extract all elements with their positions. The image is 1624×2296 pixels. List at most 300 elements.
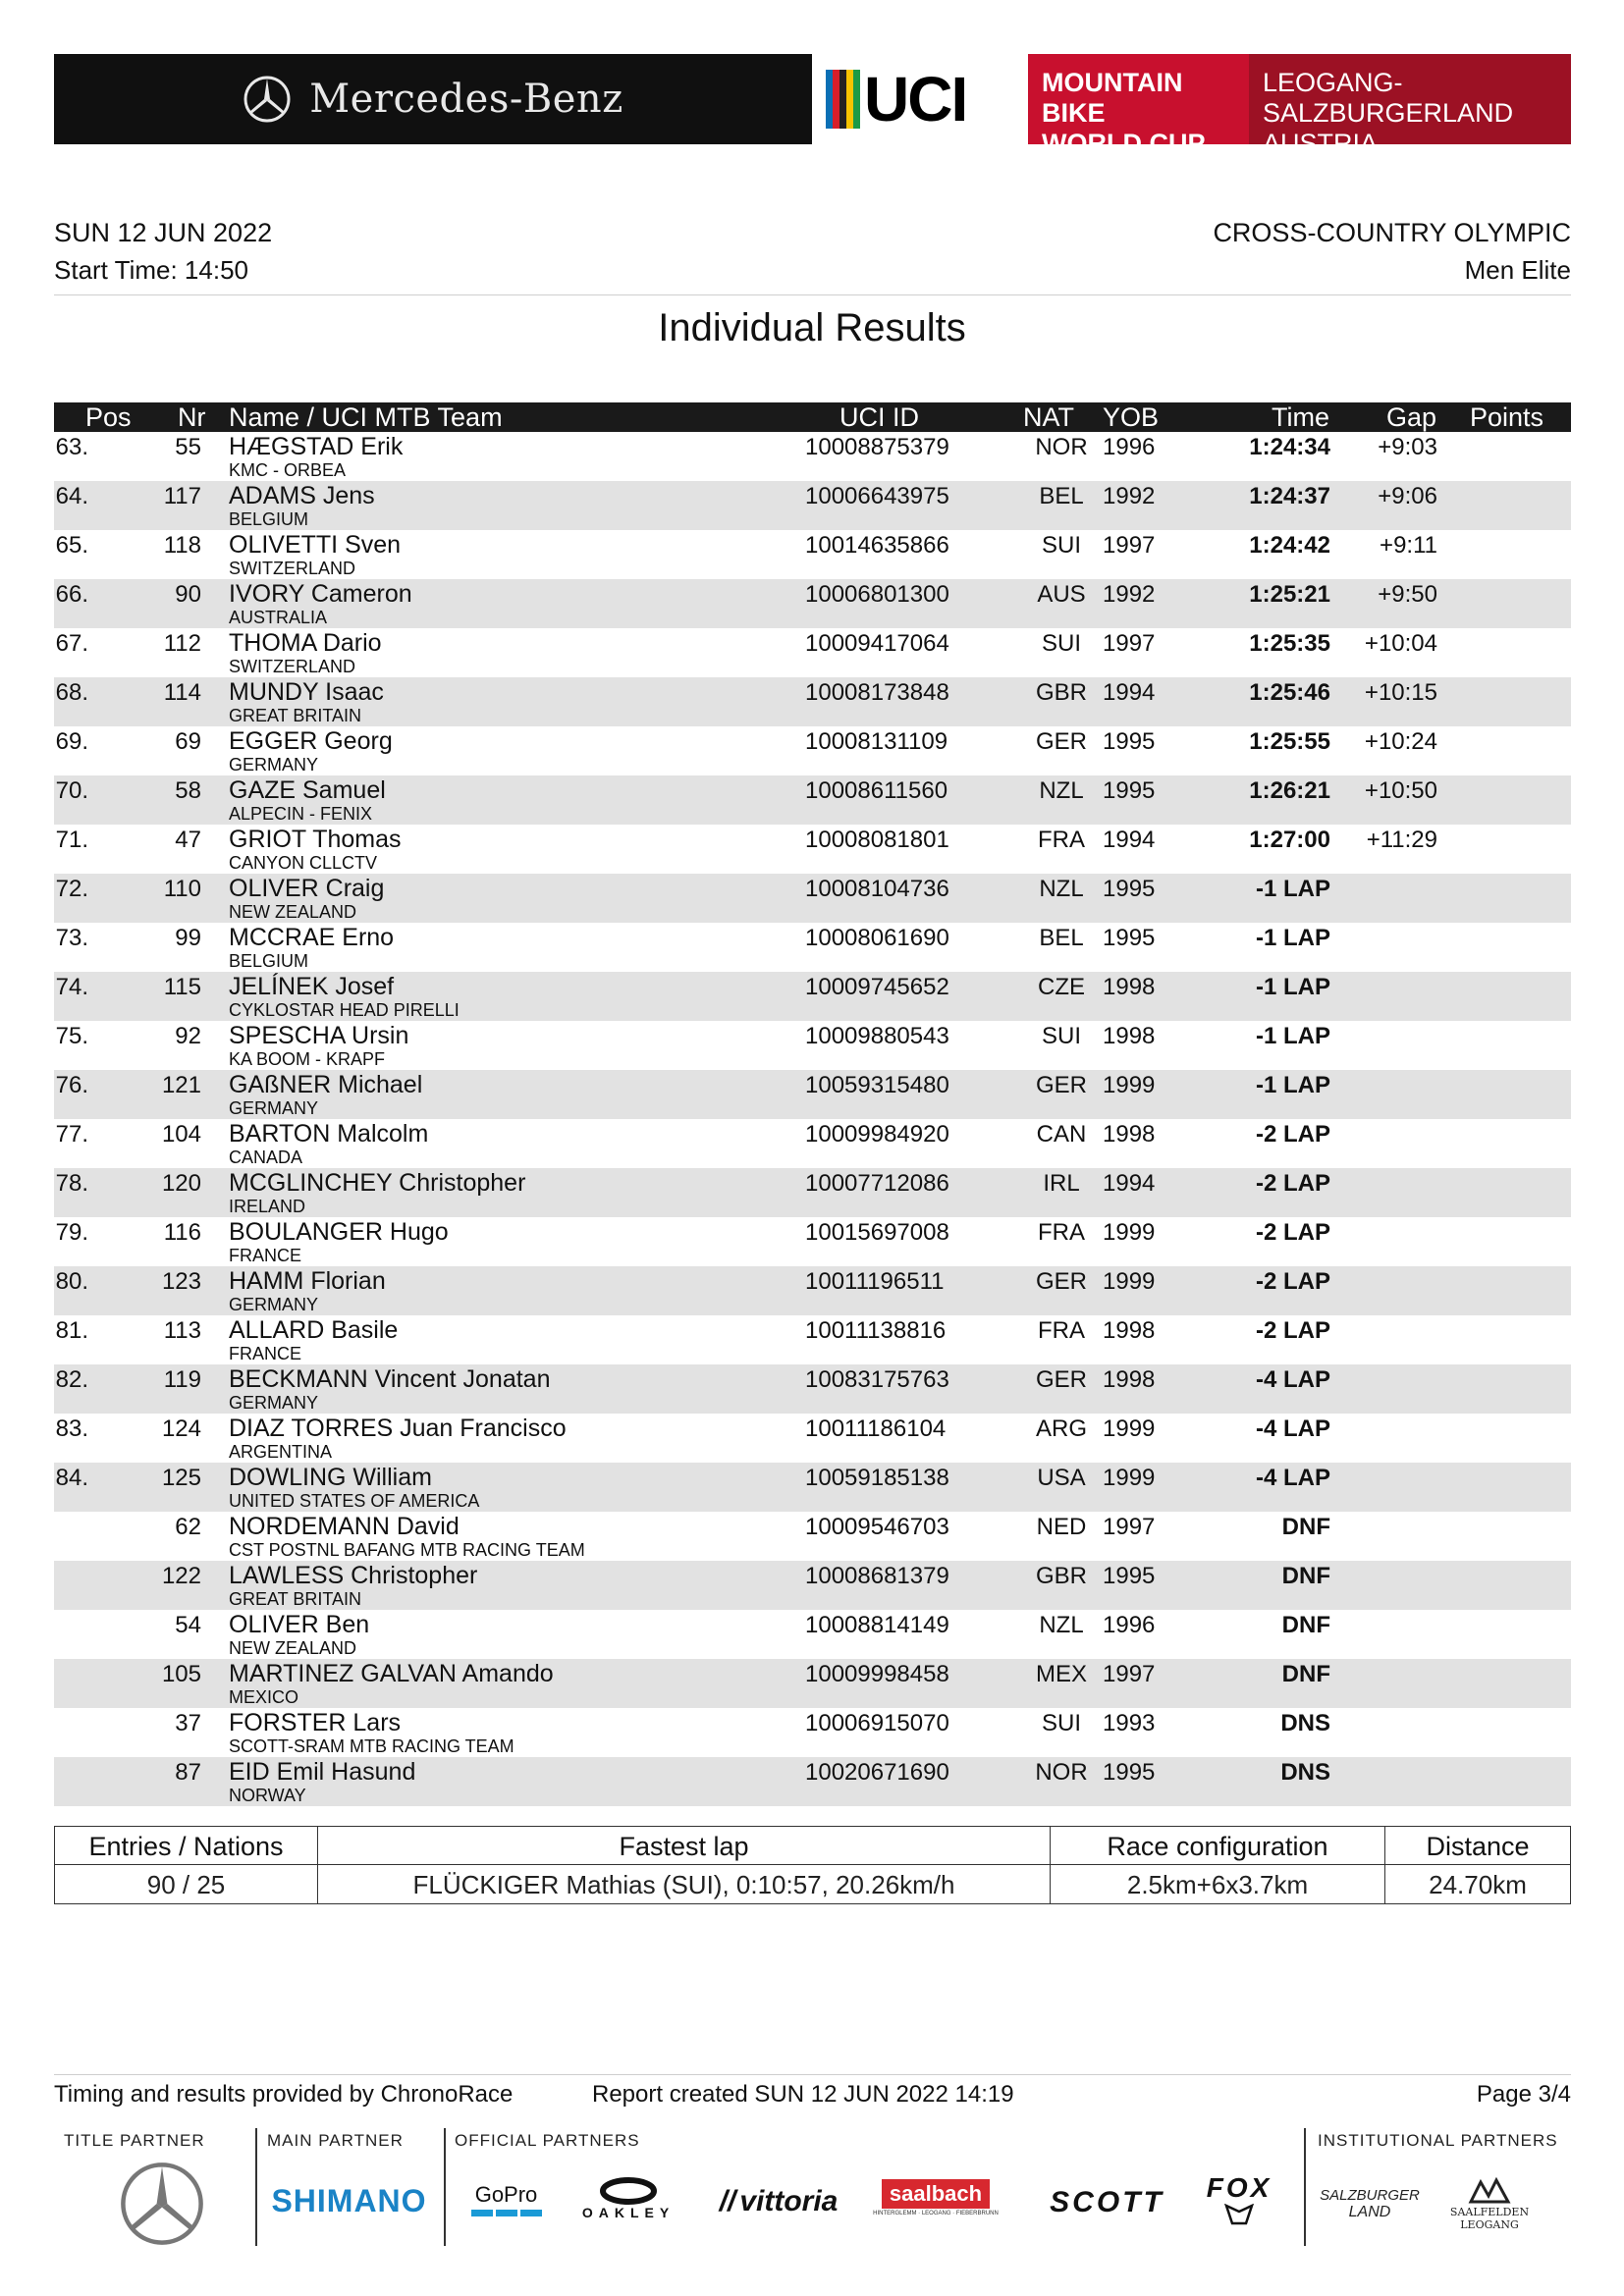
page-title: Individual Results <box>658 306 966 349</box>
col-yob: YOB <box>1103 402 1160 432</box>
col-nr: Nr <box>178 402 206 432</box>
uci-logo <box>812 54 1028 144</box>
rider-name: IVORY Cameron <box>229 580 412 608</box>
nationality: CZE <box>1038 974 1085 1000</box>
rider-name: MARTINEZ GALVAN Amando <box>229 1660 554 1687</box>
position: 74. <box>55 974 88 1000</box>
table-row <box>54 1266 1571 1315</box>
bib-number: 90 <box>175 581 201 608</box>
fox-logo <box>1200 2164 1278 2233</box>
position: 83. <box>55 1415 88 1442</box>
table-row <box>54 1757 1571 1806</box>
finish-time: -4 LAP <box>1255 1465 1330 1491</box>
rider-name: LAWLESS Christopher <box>229 1562 478 1589</box>
nationality: BEL <box>1039 483 1084 509</box>
gopro-logo <box>460 2174 553 2223</box>
uci-id: 10015697008 <box>805 1219 949 1246</box>
finish-time: 1:25:55 <box>1249 728 1330 755</box>
bib-number: 58 <box>175 777 201 804</box>
rider-team: GERMANY <box>229 1098 319 1118</box>
table-row <box>54 432 1571 481</box>
rider-team: SWITZERLAND <box>229 559 356 578</box>
position: 71. <box>55 827 88 853</box>
position: 76. <box>55 1072 88 1098</box>
table-row <box>54 1463 1571 1512</box>
table-row <box>54 1708 1571 1757</box>
uci-id: 10014635866 <box>805 532 949 559</box>
nationality: FRA <box>1038 1219 1085 1246</box>
partner-divider <box>255 2128 257 2246</box>
finish-time: -1 LAP <box>1255 1023 1330 1049</box>
year-of-birth: 1992 <box>1103 581 1156 608</box>
start-time: Start Time: 14:50 <box>54 255 248 285</box>
footer-divider <box>54 2074 1571 2075</box>
time-gap: +9:50 <box>1378 581 1437 608</box>
nationality: GBR <box>1035 679 1087 706</box>
year-of-birth: 1995 <box>1103 1759 1156 1786</box>
rider-name: BOULANGER Hugo <box>229 1218 449 1246</box>
uci-id: 10011186104 <box>805 1415 947 1442</box>
year-of-birth: 1992 <box>1103 483 1156 509</box>
salzburgerland-line2: LAND <box>1348 2203 1391 2220</box>
bib-number: 54 <box>175 1612 201 1638</box>
nationality: USA <box>1037 1465 1086 1491</box>
finish-time: -1 LAP <box>1255 925 1330 951</box>
uci-id: 10008611560 <box>805 777 948 804</box>
year-of-birth: 1996 <box>1103 1612 1156 1638</box>
rider-name: JELÍNEK Josef <box>229 973 395 1000</box>
table-row <box>54 1315 1571 1364</box>
event-name: CROSS-COUNTRY OLYMPIC <box>1213 218 1571 247</box>
time-gap: +10:04 <box>1364 630 1437 657</box>
fastest-lap-label: Fastest lap <box>619 1832 749 1861</box>
year-of-birth: 1999 <box>1103 1268 1156 1295</box>
finish-time: DNF <box>1281 1661 1330 1687</box>
position: 79. <box>55 1219 88 1246</box>
venue-line1: LEOGANG-SALZBURGERLAND <box>1263 68 1514 128</box>
bib-number: 104 <box>161 1121 201 1148</box>
position: 69. <box>55 728 88 755</box>
col-name: Name / UCI MTB Team <box>229 402 503 432</box>
vittoria-text: vittoria <box>739 2184 839 2217</box>
nationality: AUS <box>1037 581 1086 608</box>
uci-id: 10006643975 <box>805 483 949 509</box>
table-row <box>54 1364 1571 1414</box>
bib-number: 87 <box>175 1759 201 1786</box>
shimano-logo: SHIMANO <box>271 2182 427 2218</box>
table-row <box>54 1414 1571 1463</box>
year-of-birth: 1997 <box>1103 1661 1156 1687</box>
timing-provider: Timing and results provided by ChronoRace <box>54 2081 514 2108</box>
uci-id: 10006801300 <box>805 581 949 608</box>
nationality: GER <box>1035 1268 1087 1295</box>
table-row <box>54 530 1571 579</box>
page-number: Page 3/4 <box>1476 2081 1571 2108</box>
series-name <box>1028 54 1249 158</box>
nationality: IRL <box>1043 1170 1080 1197</box>
fox-text: FOX <box>1206 2172 1272 2203</box>
year-of-birth: 1994 <box>1103 1170 1156 1197</box>
table-row <box>54 972 1571 1021</box>
rider-name: DIAZ TORRES Juan Francisco <box>229 1415 567 1442</box>
fastest-lap-value: FLÜCKIGER Mathias (SUI), 0:10:57, 20.26km/h <box>412 1870 955 1899</box>
bib-number: 115 <box>163 974 201 1000</box>
finish-time: 1:25:21 <box>1249 581 1330 608</box>
rider-team: KMC - ORBEA <box>229 460 347 480</box>
mercedes-star-icon <box>243 75 292 124</box>
uci-id: 10008814149 <box>805 1612 949 1638</box>
position: 80. <box>55 1268 88 1295</box>
main-partner-label: MAIN PARTNER <box>267 2131 404 2150</box>
race-config-label: Race configuration <box>1107 1832 1328 1861</box>
rider-name: THOMA Dario <box>229 629 382 657</box>
year-of-birth: 1994 <box>1103 827 1156 853</box>
rider-name: ADAMS Jens <box>229 482 375 509</box>
finish-time: -1 LAP <box>1255 1072 1330 1098</box>
bib-number: 113 <box>163 1317 201 1344</box>
time-gap: +11:29 <box>1366 827 1437 853</box>
col-nat: NAT <box>1023 402 1074 432</box>
col-points: Points <box>1470 402 1544 432</box>
nationality: ARG <box>1035 1415 1087 1442</box>
rider-name: HÆGSTAD Erik <box>229 433 404 460</box>
table-row <box>54 1168 1571 1217</box>
finish-time: DNS <box>1280 1759 1330 1786</box>
finish-time: 1:25:46 <box>1249 679 1330 706</box>
nationality: SUI <box>1041 630 1081 657</box>
brand-name: Mercedes-Benz <box>309 77 623 122</box>
rider-name: OLIVER Ben <box>229 1611 370 1638</box>
uci-id: 10009745652 <box>805 974 949 1000</box>
rider-team: UNITED STATES OF AMERICA <box>229 1491 480 1511</box>
nationality: SUI <box>1041 1710 1081 1736</box>
uci-id: 10008061690 <box>805 925 949 951</box>
col-uci-id: UCI ID <box>839 402 919 432</box>
bib-number: 99 <box>175 925 201 951</box>
uci-id: 10083175763 <box>805 1366 949 1393</box>
rider-team: CANYON CLLCTV <box>229 853 378 873</box>
nationality: GBR <box>1035 1563 1087 1589</box>
rider-team: MEXICO <box>229 1687 299 1707</box>
bib-number: 119 <box>163 1366 201 1393</box>
uci-id: 10008681379 <box>805 1563 949 1589</box>
official-partners-label: OFFICIAL PARTNERS <box>455 2131 640 2150</box>
finish-time: -1 LAP <box>1255 974 1330 1000</box>
uci-id: 10006915070 <box>805 1710 949 1736</box>
table-row <box>54 1610 1571 1659</box>
fox-head-icon <box>1224 2204 1254 2225</box>
nationality: GER <box>1035 1366 1087 1393</box>
institutional-partners-label: INSTITUTIONAL PARTNERS <box>1318 2131 1558 2150</box>
rider-name: NORDEMANN David <box>229 1513 460 1540</box>
position: 63. <box>55 434 88 460</box>
rider-name: EID Emil Hasund <box>229 1758 416 1786</box>
partner-divider <box>1304 2128 1306 2246</box>
uci-stripes-icon <box>826 70 860 129</box>
rider-name: ALLARD Basile <box>229 1316 399 1344</box>
nationality: NZL <box>1039 876 1084 902</box>
finish-time: -2 LAP <box>1255 1121 1330 1148</box>
rider-team: NEW ZEALAND <box>229 1638 357 1658</box>
rider-team: ALPECIN - FENIX <box>229 804 373 824</box>
rider-name: OLIVER Craig <box>229 875 385 902</box>
rider-team: NORWAY <box>229 1786 306 1805</box>
partner-divider <box>444 2128 446 2246</box>
year-of-birth: 1998 <box>1103 1121 1156 1148</box>
bib-number: 124 <box>161 1415 201 1442</box>
saalfelden-line2: LEOGANG <box>1460 2218 1519 2231</box>
table-row <box>54 677 1571 726</box>
year-of-birth: 1997 <box>1103 630 1156 657</box>
position: 65. <box>55 532 88 559</box>
rider-name: GAßNER Michael <box>229 1071 423 1098</box>
nationality: NOR <box>1035 1759 1088 1786</box>
venue-name <box>1249 54 1571 158</box>
bib-number: 120 <box>161 1170 201 1197</box>
table-row <box>54 825 1571 874</box>
nationality: CAN <box>1036 1121 1087 1148</box>
rider-team: ARGENTINA <box>229 1442 333 1462</box>
year-of-birth: 1995 <box>1103 728 1156 755</box>
saalbach-text: saalbach <box>882 2179 990 2209</box>
position: 84. <box>55 1465 88 1491</box>
rider-name: SPESCHA Ursin <box>229 1022 409 1049</box>
gopro-text: GoPro <box>474 2181 538 2207</box>
rider-team: GREAT BRITAIN <box>229 1589 362 1609</box>
rider-team: CANADA <box>229 1148 303 1167</box>
uci-id: 10007712086 <box>805 1170 949 1197</box>
uci-id: 10008875379 <box>805 434 949 460</box>
rider-team: NEW ZEALAND <box>229 902 357 922</box>
uci-id: 10009546703 <box>805 1514 949 1540</box>
bib-number: 62 <box>175 1514 201 1540</box>
saalbach-logo <box>866 2173 1005 2222</box>
time-gap: +9:03 <box>1378 434 1437 460</box>
mercedes-star-icon <box>118 2160 206 2248</box>
nationality: NED <box>1036 1514 1087 1540</box>
time-gap: +10:15 <box>1364 679 1437 706</box>
saalbach-sub: HINTERGLEMM · LEOGANG · FIEBERBRUNN <box>873 2211 999 2216</box>
year-of-birth: 1998 <box>1103 1317 1156 1344</box>
category: Men Elite <box>1464 255 1571 285</box>
nationality: NZL <box>1039 1612 1084 1638</box>
uci-id: 10009998458 <box>805 1661 949 1687</box>
rider-name: GRIOT Thomas <box>229 826 402 853</box>
position: 77. <box>55 1121 88 1148</box>
position: 82. <box>55 1366 88 1393</box>
year-of-birth: 1995 <box>1103 925 1156 951</box>
finish-time: 1:24:42 <box>1249 532 1330 559</box>
bib-number: 47 <box>175 827 201 853</box>
table-row <box>54 1021 1571 1070</box>
header-divider <box>54 294 1571 295</box>
oakley-logo <box>569 2164 687 2233</box>
year-of-birth: 1995 <box>1103 777 1156 804</box>
salzburgerland-logo <box>1316 2164 1424 2243</box>
time-gap: +9:11 <box>1380 532 1437 559</box>
table-row <box>54 1070 1571 1119</box>
rider-team: FRANCE <box>229 1344 302 1363</box>
rider-name: BECKMANN Vincent Jonatan <box>229 1365 551 1393</box>
finish-time: 1:27:00 <box>1249 827 1330 853</box>
rider-team: FRANCE <box>229 1246 302 1265</box>
summary-entries <box>55 1827 318 1903</box>
time-gap: +10:24 <box>1364 728 1437 755</box>
table-row <box>54 726 1571 775</box>
report-created: Report created SUN 12 JUN 2022 14:19 <box>592 2081 1014 2108</box>
nationality: SUI <box>1041 1023 1081 1049</box>
rider-team: GERMANY <box>229 1295 319 1314</box>
bib-number: 121 <box>161 1072 201 1098</box>
table-row <box>54 481 1571 530</box>
year-of-birth: 1998 <box>1103 974 1156 1000</box>
uci-id: 10009880543 <box>805 1023 949 1049</box>
finish-time: DNF <box>1281 1563 1330 1589</box>
year-of-birth: 1996 <box>1103 434 1156 460</box>
rider-team: BELGIUM <box>229 509 309 529</box>
nationality: NOR <box>1035 434 1088 460</box>
finish-time: 1:26:21 <box>1249 777 1330 804</box>
uci-id: 10008104736 <box>805 876 949 902</box>
nationality: GER <box>1035 728 1087 755</box>
year-of-birth: 1995 <box>1103 1563 1156 1589</box>
mercedes-benz-logo <box>54 54 812 144</box>
table-row <box>54 1217 1571 1266</box>
table-row <box>54 1659 1571 1708</box>
rider-name: MCGLINCHEY Christopher <box>229 1169 526 1197</box>
year-of-birth: 1995 <box>1103 876 1156 902</box>
saalfelden-emblem-icon <box>1467 2176 1512 2206</box>
bib-number: 118 <box>163 532 201 559</box>
bib-number: 116 <box>163 1219 201 1246</box>
bib-number: 125 <box>161 1465 201 1491</box>
table-row <box>54 775 1571 825</box>
col-gap: Gap <box>1386 402 1437 432</box>
rider-team: IRELAND <box>229 1197 306 1216</box>
finish-time: -2 LAP <box>1255 1219 1330 1246</box>
rider-team: BELGIUM <box>229 951 309 971</box>
summary-distance <box>1385 1827 1570 1903</box>
bib-number: 37 <box>175 1710 201 1736</box>
finish-time: 1:24:34 <box>1249 434 1330 460</box>
summary-fastest-lap <box>318 1827 1051 1903</box>
rider-name: DOWLING William <box>229 1464 432 1491</box>
venue-line2: AUSTRIA <box>1263 129 1379 158</box>
year-of-birth: 1997 <box>1103 1514 1156 1540</box>
year-of-birth: 1999 <box>1103 1072 1156 1098</box>
year-of-birth: 1997 <box>1103 532 1156 559</box>
bib-number: 69 <box>175 728 201 755</box>
year-of-birth: 1998 <box>1103 1366 1156 1393</box>
bib-number: 112 <box>163 630 201 657</box>
finish-time: DNF <box>1281 1612 1330 1638</box>
race-summary <box>54 1826 1571 1904</box>
position: 67. <box>55 630 88 657</box>
uci-id: 10008081801 <box>805 827 949 853</box>
finish-time: -1 LAP <box>1255 876 1330 902</box>
nationality: GER <box>1035 1072 1087 1098</box>
gopro-bars-icon <box>471 2210 542 2216</box>
finish-time: -2 LAP <box>1255 1268 1330 1295</box>
uci-id: 10059315480 <box>805 1072 949 1098</box>
uci-id: 10011196511 <box>805 1268 945 1295</box>
rider-team: CYKLOSTAR HEAD PIRELLI <box>229 1000 460 1020</box>
rider-name: FORSTER Lars <box>229 1709 402 1736</box>
bib-number: 114 <box>163 679 201 706</box>
table-row <box>54 1561 1571 1610</box>
saalfelden-leogang-logo <box>1435 2164 1543 2243</box>
position: 64. <box>55 483 88 509</box>
finish-time: 1:24:37 <box>1249 483 1330 509</box>
rider-team: GERMANY <box>229 755 319 774</box>
rider-team: AUSTRALIA <box>229 608 328 627</box>
race-date: SUN 12 JUN 2022 <box>54 218 273 247</box>
title-partner-label: TITLE PARTNER <box>64 2131 205 2150</box>
bib-number: 105 <box>161 1661 201 1687</box>
rider-team: SCOTT-SRAM MTB RACING TEAM <box>229 1736 514 1756</box>
distance-value: 24.70km <box>1429 1870 1527 1899</box>
uci-id: 10020671690 <box>805 1759 949 1786</box>
nationality: FRA <box>1038 1317 1085 1344</box>
bib-number: 92 <box>175 1023 201 1049</box>
bib-number: 117 <box>163 483 201 509</box>
bib-number: 110 <box>163 876 201 902</box>
uci-id: 10059185138 <box>805 1465 949 1491</box>
saalfelden-line1: SAALFELDEN <box>1449 2206 1530 2218</box>
position: 66. <box>55 581 88 608</box>
race-config-value: 2.5km+6x3.7km <box>1126 1870 1309 1899</box>
time-gap: +10:50 <box>1364 777 1437 804</box>
salzburgerland-line1: SALZBURGER <box>1320 2186 1420 2204</box>
finish-time: -4 LAP <box>1255 1366 1330 1393</box>
table-row <box>54 874 1571 923</box>
table-row <box>54 579 1571 628</box>
position: 78. <box>55 1170 88 1197</box>
finish-time: -2 LAP <box>1255 1170 1330 1197</box>
bib-number: 55 <box>175 434 201 460</box>
finish-time: -4 LAP <box>1255 1415 1330 1442</box>
nationality: SUI <box>1041 532 1081 559</box>
position: 81. <box>55 1317 88 1344</box>
uci-id: 10011138816 <box>805 1317 947 1344</box>
rider-name: EGGER Georg <box>229 727 393 755</box>
nationality: FRA <box>1038 827 1085 853</box>
rider-team: GERMANY <box>229 1393 319 1413</box>
finish-time: DNF <box>1281 1514 1330 1540</box>
rider-name: BARTON Malcolm <box>229 1120 429 1148</box>
summary-race-config <box>1051 1827 1385 1903</box>
mercedes-partner-logo <box>113 2160 211 2248</box>
finish-time: DNS <box>1280 1710 1330 1736</box>
year-of-birth: 1999 <box>1103 1415 1156 1442</box>
uci-id: 10008131109 <box>805 728 948 755</box>
finish-time: -2 LAP <box>1255 1317 1330 1344</box>
rider-name: MUNDY Isaac <box>229 678 384 706</box>
series-line2: WORLD CUP <box>1042 129 1206 158</box>
header-banner <box>54 54 1571 158</box>
table-row <box>54 1119 1571 1168</box>
rider-name: HAMM Florian <box>229 1267 386 1295</box>
rider-team: KA BOOM - KRAPF <box>229 1049 386 1069</box>
col-time: Time <box>1272 402 1329 432</box>
nationality: MEX <box>1035 1661 1087 1687</box>
nationality: BEL <box>1039 925 1084 951</box>
series-line1: MOUNTAIN BIKE <box>1042 68 1183 128</box>
uci-id: 10009984920 <box>805 1121 949 1148</box>
table-row <box>54 1512 1571 1561</box>
rider-name: OLIVETTI Sven <box>229 531 402 559</box>
nationality: NZL <box>1039 777 1084 804</box>
